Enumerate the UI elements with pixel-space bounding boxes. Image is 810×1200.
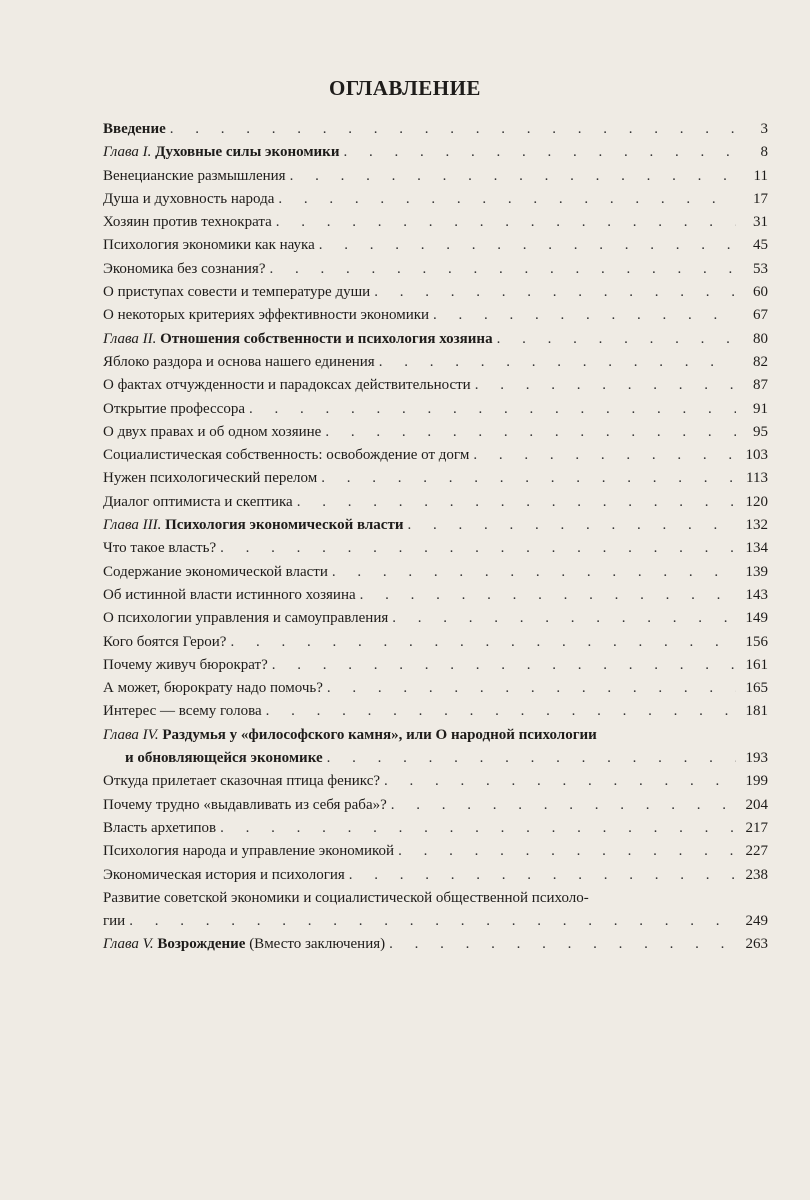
toc-row (103, 258, 768, 281)
chapter-title-continued: и обновляющейся экономике (125, 750, 323, 767)
page-number: 249 (745, 913, 768, 930)
dot-leader (272, 654, 736, 677)
page-number: 199 (745, 773, 768, 790)
page-number: 156 (745, 633, 768, 650)
toc-line (103, 141, 768, 164)
chapter-label: Глава II. (103, 330, 157, 347)
toc-row (103, 887, 768, 934)
page-number: 53 (753, 260, 768, 277)
chapter-title: Раздумья у «философского камня», или О народной психологии (162, 726, 597, 743)
chapter-title: Психология экономической власти (165, 517, 404, 534)
toc-line (103, 840, 768, 863)
toc-line (103, 444, 768, 467)
toc-row (103, 631, 768, 654)
dot-leader (276, 211, 736, 234)
toc-line (103, 724, 768, 747)
toc-row (103, 398, 768, 421)
page-number: 31 (753, 214, 768, 231)
page-number: 227 (745, 843, 768, 860)
toc-entry-title: Интерес — всему голова (103, 703, 262, 720)
page-number: 120 (745, 493, 768, 510)
chapter-label: Глава I. (103, 144, 152, 161)
dot-leader (270, 258, 737, 281)
dot-leader (473, 444, 736, 467)
toc-entry-title: Диалог оптимиста и скептика (103, 493, 293, 510)
toc-chapter-heading (103, 328, 493, 351)
toc-row (103, 933, 768, 956)
dot-leader (475, 374, 736, 397)
toc-entry-title: Психология экономики как наука (103, 237, 315, 254)
page-number: 80 (753, 330, 768, 347)
toc-row (103, 328, 768, 351)
dot-leader (360, 584, 736, 607)
toc-row (103, 374, 768, 397)
toc-row (103, 467, 768, 490)
toc-row (103, 211, 768, 234)
toc-line (103, 188, 768, 211)
page-number: 134 (745, 540, 768, 557)
toc-row (103, 188, 768, 211)
toc-entry-title: Психология народа и управление экономикой (103, 843, 395, 860)
toc-entry-title: О двух правах и об одном хозяине (103, 423, 322, 440)
page-number: 193 (745, 750, 768, 767)
toc-entry-title: Откуда прилетает сказочная птица феникс? (103, 773, 381, 790)
page-number: 67 (753, 307, 768, 324)
dot-leader (379, 351, 736, 374)
toc-entry-title: О психологии управления и самоуправления (103, 610, 389, 627)
toc-line (103, 933, 768, 956)
toc-line (103, 677, 768, 700)
dot-leader (398, 840, 736, 863)
page-number: 181 (745, 703, 768, 720)
page-number: 95 (753, 423, 768, 440)
toc-row (103, 584, 768, 607)
toc-line (103, 584, 768, 607)
dot-leader (332, 561, 736, 584)
dot-leader (297, 491, 736, 514)
toc-entry-title: Хозяин против технократа (103, 214, 272, 231)
page-number: 149 (745, 610, 768, 627)
dot-leader (389, 933, 736, 956)
toc-row (103, 118, 768, 141)
toc-entry-title: Венецианские размышления (103, 167, 286, 184)
toc-row (103, 234, 768, 257)
toc-chapter-heading (103, 933, 385, 956)
toc-line (103, 514, 768, 537)
dot-leader (170, 118, 736, 141)
toc-row (103, 770, 768, 793)
dot-leader (433, 304, 736, 327)
page-number: 91 (753, 400, 768, 417)
toc-line (103, 398, 768, 421)
dot-leader (278, 188, 736, 211)
toc-entry-title-continued: гии (103, 913, 126, 930)
toc-entry-title: Яблоко раздора и основа нашего единения (103, 353, 375, 370)
toc-line (103, 467, 768, 490)
toc-chapter-heading (103, 514, 403, 537)
page-title: ОГЛАВЛЕНИЕ (329, 76, 481, 100)
toc-row (103, 817, 768, 840)
dot-leader (249, 398, 736, 421)
page-number: 263 (745, 936, 768, 953)
dot-leader (497, 328, 736, 351)
chapter-label: Глава V. (103, 936, 154, 953)
toc-row (103, 491, 768, 514)
dot-leader (230, 631, 736, 654)
toc-entry-title: Власть архетипов (103, 819, 217, 836)
toc-row (103, 700, 768, 723)
toc-entry-title: Социалистическая собственность: освобождение от догм (103, 447, 470, 464)
dot-leader (129, 910, 736, 933)
toc-line (103, 351, 768, 374)
toc-row (103, 444, 768, 467)
chapter-title: Отношения собственности и психология хозяина (160, 330, 493, 347)
page-number: 17 (753, 190, 768, 207)
page-number: 217 (745, 819, 768, 836)
toc-line (103, 864, 768, 887)
toc-line (103, 700, 768, 723)
toc-entry-title: Кого боятся Герои? (103, 633, 227, 650)
toc-line (103, 654, 768, 677)
page-number: 11 (753, 167, 768, 184)
toc-line-continued (103, 747, 768, 770)
toc-row (103, 677, 768, 700)
toc-entry-title: Что такое власть? (103, 540, 217, 557)
toc-chapter-heading (103, 141, 339, 164)
dot-leader (220, 817, 736, 840)
chapter-title: Возрождение (157, 936, 246, 953)
toc-entry-title: О некоторых критериях эффективности экономики (103, 307, 430, 324)
toc-row (103, 514, 768, 537)
page-number: 103 (745, 447, 768, 464)
toc-entry-title: Почему трудно «выдавливать из себя раба»? (103, 796, 387, 813)
toc-row (103, 281, 768, 304)
dot-leader (321, 467, 736, 490)
toc-line (103, 631, 768, 654)
toc-row (103, 304, 768, 327)
page-number: 238 (745, 866, 768, 883)
chapter-label: Глава III. (103, 517, 162, 534)
dot-leader (391, 794, 736, 817)
dot-leader (384, 770, 736, 793)
toc-line (103, 304, 768, 327)
dot-leader (374, 281, 736, 304)
table-of-contents (103, 118, 768, 957)
toc-line (103, 258, 768, 281)
page-number: 3 (760, 121, 768, 137)
toc-row (103, 351, 768, 374)
dot-leader (392, 607, 736, 630)
toc-entry-title: Экономика без сознания? (103, 260, 266, 277)
toc-entry-title: Открытие профессора (103, 400, 245, 417)
chapter-label: Глава IV. (103, 726, 159, 743)
toc-entry-title: А может, бюрократу надо помочь? (103, 680, 323, 697)
toc-row (103, 840, 768, 863)
toc-entry-title: Об истинной власти истинного хозяина (103, 586, 356, 603)
toc-row (103, 561, 768, 584)
toc-row (103, 607, 768, 630)
dot-leader (349, 864, 736, 887)
toc-row (103, 141, 768, 164)
dot-leader (290, 165, 736, 188)
toc-entry-title: Содержание экономической власти (103, 563, 328, 580)
toc-line-continued (103, 910, 768, 933)
toc-entry-title: Нужен психологический перелом (103, 470, 318, 487)
page-number: 132 (745, 517, 768, 534)
toc-entry-title: Развитие советской экономики и социалистической общественной психоло- (103, 889, 589, 906)
toc-line (103, 234, 768, 257)
toc-line (103, 165, 768, 188)
page-number: 161 (745, 656, 768, 673)
toc-entry-title: Почему живуч бюрократ? (103, 656, 268, 673)
dot-leader (220, 537, 736, 560)
page-number: 113 (746, 470, 768, 487)
dot-leader (327, 747, 736, 770)
toc-line (103, 491, 768, 514)
toc-entry-title: О приступах совести и температуре души (103, 284, 371, 301)
toc-line (103, 211, 768, 234)
page-number: 82 (753, 353, 768, 370)
dot-leader (327, 677, 736, 700)
page-number: 204 (745, 796, 768, 813)
page-number: 165 (745, 680, 768, 697)
toc-line (103, 561, 768, 584)
toc-line (103, 770, 768, 793)
dot-leader (407, 514, 736, 537)
page-number: 143 (745, 586, 768, 603)
page-number: 8 (760, 144, 768, 161)
toc-entry-title: Введение (103, 121, 166, 137)
page-number: 87 (753, 377, 768, 394)
toc-line (103, 794, 768, 817)
toc-row (103, 421, 768, 444)
toc-line (103, 607, 768, 630)
toc-row (103, 537, 768, 560)
toc-line (103, 374, 768, 397)
toc-chapter-heading (103, 724, 597, 747)
toc-line (103, 887, 768, 910)
toc-row (103, 724, 768, 771)
dot-leader (319, 234, 736, 257)
toc-row (103, 654, 768, 677)
toc-line (103, 118, 768, 141)
chapter-title: Духовные силы экономики (155, 144, 340, 161)
toc-row (103, 165, 768, 188)
toc-entry-title: Экономическая история и психология (103, 866, 345, 883)
toc-line (103, 328, 768, 351)
dot-leader (343, 141, 736, 164)
toc-line (103, 281, 768, 304)
dot-leader (266, 700, 736, 723)
toc-line (103, 421, 768, 444)
dot-leader (325, 421, 736, 444)
page-number: 139 (745, 563, 768, 580)
toc-entry-title: О фактах отчужденности и парадоксах действительности (103, 377, 471, 394)
toc-line (103, 537, 768, 560)
toc-row (103, 864, 768, 887)
toc-entry-title: Душа и духовность народа (103, 190, 275, 207)
page-number: 60 (753, 284, 768, 301)
toc-line (103, 817, 768, 840)
toc-row (103, 794, 768, 817)
page-number: 45 (753, 237, 768, 254)
chapter-subtitle: (Вместо заключения) (249, 936, 386, 953)
